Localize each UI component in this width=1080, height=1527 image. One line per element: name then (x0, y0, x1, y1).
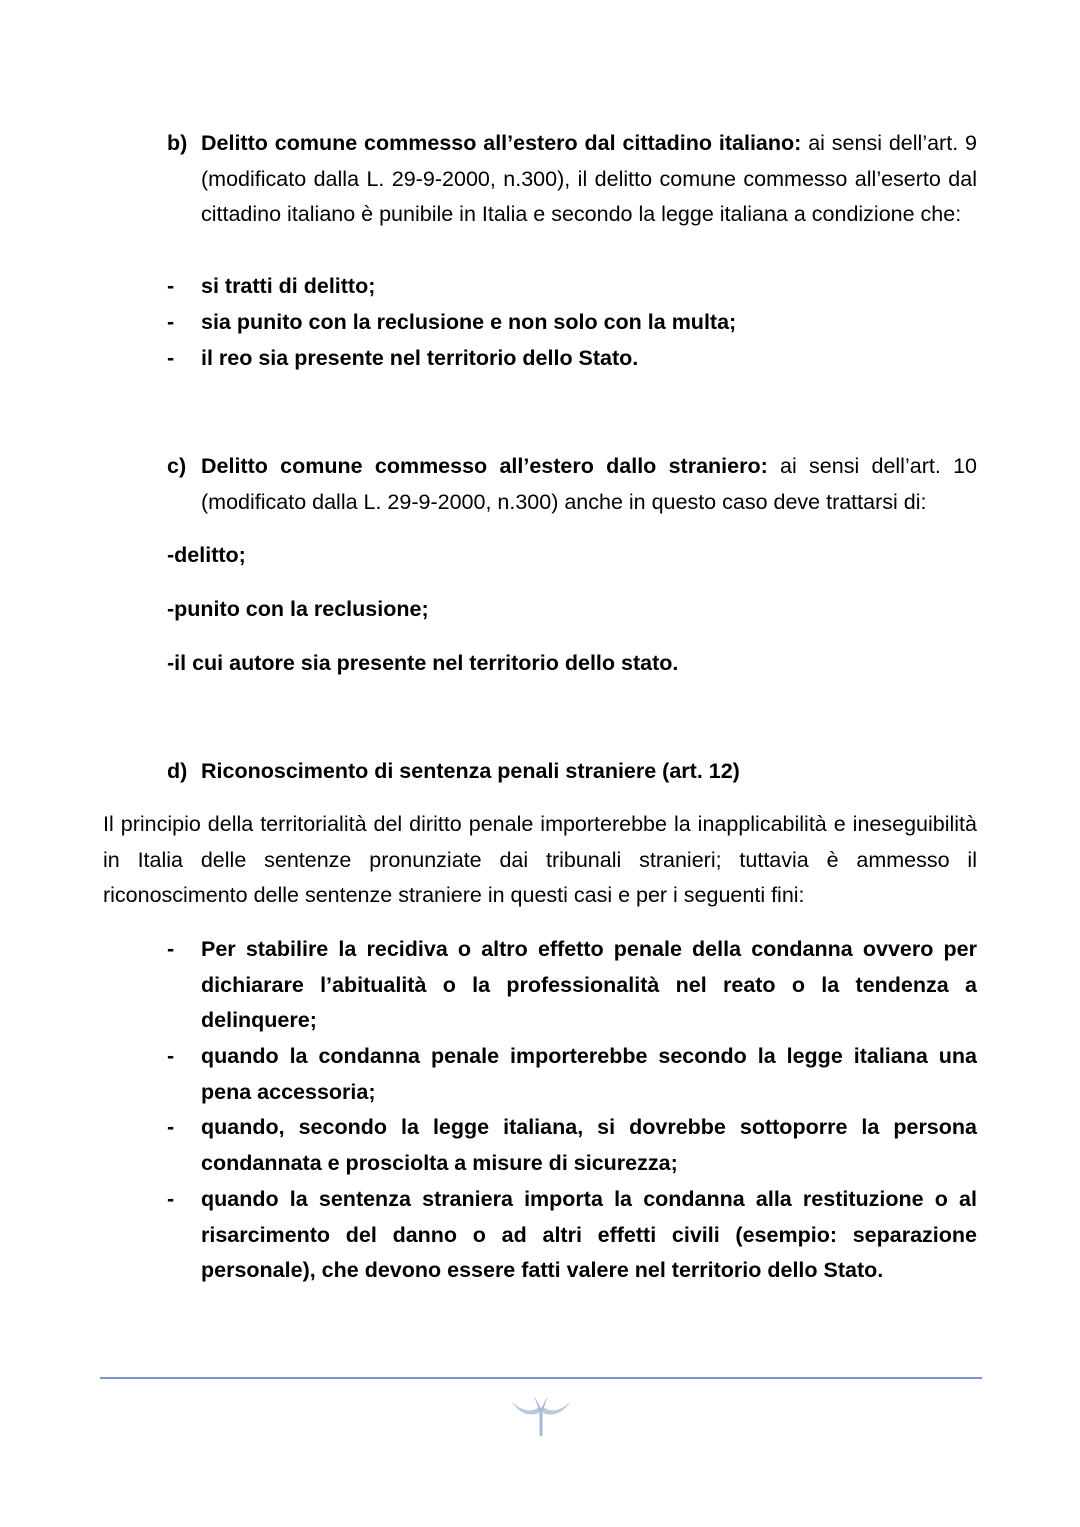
section-b-text (201, 126, 977, 233)
section-d-title: Riconoscimento di sentenza penali straniere (art. 12) (201, 759, 740, 783)
section-c-body: ai sensi dell’art. 10 (modificato dalla L. 29-9-2000, n.300) anche in questo caso deve trattarsi di: (201, 454, 977, 514)
section-c-text (201, 449, 977, 520)
section-d-paragraph: Il principio della territorialità del diritto penale importerebbe la inapplicabilità e ineseguibilità in Italia delle sentenze pronunziate dai tribunali stranieri; tuttavia è ammesso il riconoscimento delle sentenze straniere in questi casi e per i seguenti fini: (103, 812, 977, 907)
section-b-title: Delitto comune commesso all’estero dal cittadino italiano: (201, 131, 802, 155)
document-page: b) Delitto comune commesso all’estero dal cittadino italiano: ai sensi dell’art. 9 (modificato dalla L. 29-9-2000, n.300), il delitto comune commesso all’eserto dal cittadino italiano è punibile in Italia e secondo la legge italiana a condizione che: - si tratti di delitto; - sia punito con la reclusione e non solo con la multa; - il reo sia presente nel territorio dello Stato. c) Delitto comune commesso all’estero dallo straniero: ai sensi dell’art. 10 (modificato dalla L. 29-9-2000, n.300) anche in questo caso deve trattarsi di: -delitto; -punito con la reclusione; -il cui autore sia presente nel territorio dello stato. d) Riconoscimento di sentenza penali straniere (art. 12) Il principio della territorialità del diritto penale importerebbe la inapplicabilità e ineseguibilità in Italia delle sentenze pronunziate dai tribunali stranieri; tuttavia è ammesso il riconoscimento delle sentenze straniere in questi casi e per i seguenti fini: - Per stabilire la recidiva o altro effetto penale della condanna ovvero per dichiarare l’abitualità o la professionalità nel reato o la tendenza a delinquere; - quando la condanna penale importerebbe secondo la legge italiana una pena accessoria; - quando, secondo la legge italiana, si dovrebbe sottoporre la persona condannata e prosciolta a misure di sicurezza; - quando la sentenza straniera importa la condanna alla restituzione o al risarcimento del danno o ad altri effetti civili (esempio: separazione personale), che devono essere fatti valere nel territorio dello Stato. (0, 0, 1080, 1527)
section-c-line: -il cui autore sia presente nel territorio dello stato. (167, 651, 679, 675)
section-b-body: ai sensi dell’art. 9 (modificato dalla L. 29-9-2000, n.300), il delitto comune commesso all’eserto dal cittadino italiano è punibile in Italia e secondo la legge italiana a condizione che: (201, 131, 977, 226)
section-d-label: d) (167, 759, 188, 783)
section-c-label: c) (167, 454, 187, 478)
section-b-label: b) (167, 131, 188, 155)
brand-flourish-icon (509, 1390, 573, 1440)
section-c-line: -punito con la reclusione; (167, 597, 429, 621)
section-c-title: Delitto comune commesso all’estero dallo straniero: (201, 454, 768, 478)
section-c-line: -delitto; (167, 543, 246, 567)
footer-rule (100, 1377, 982, 1379)
